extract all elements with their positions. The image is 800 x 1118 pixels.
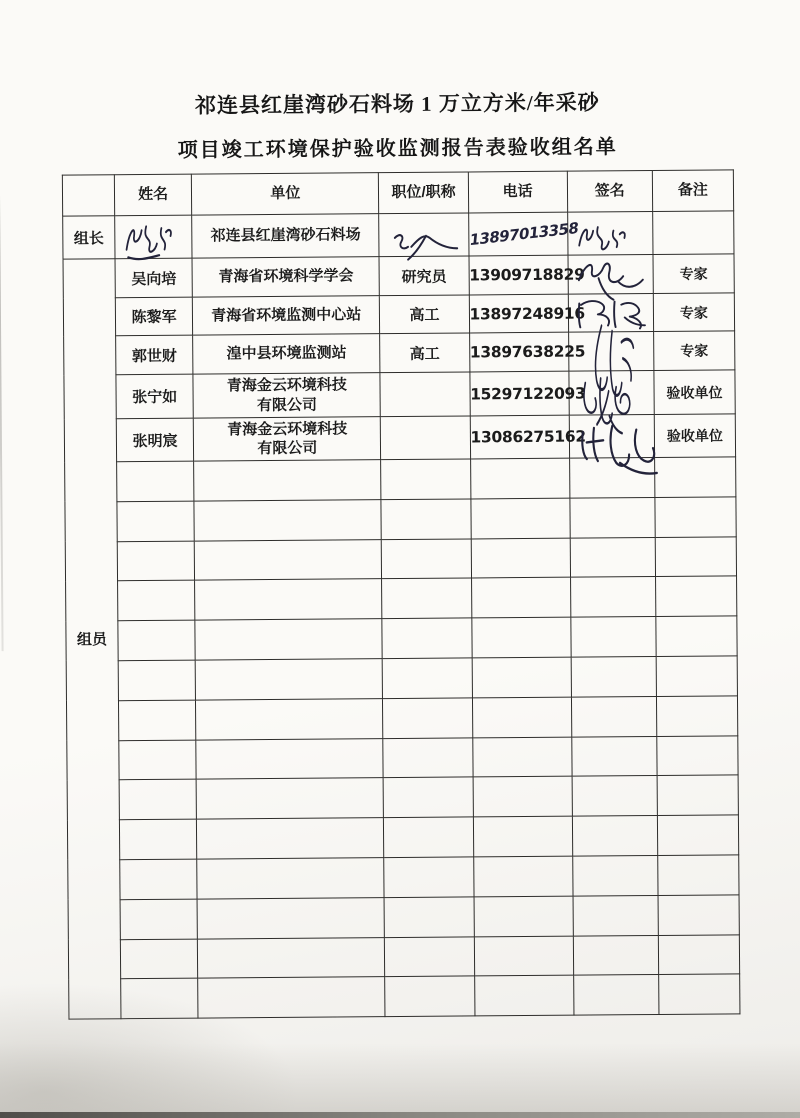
- leader-remark-cell: [652, 211, 734, 255]
- empty-row: [67, 775, 738, 820]
- empty-cell: [473, 777, 572, 818]
- empty-cell: [382, 618, 471, 658]
- empty-cell: [120, 859, 197, 899]
- member-position-cell: [380, 372, 469, 417]
- empty-cell: [381, 499, 470, 539]
- empty-cell: [570, 497, 655, 537]
- roster-body: [63, 211, 740, 1019]
- empty-cell: [383, 738, 472, 778]
- empty-cell: [195, 659, 383, 700]
- leader-position-handwriting: [384, 215, 466, 256]
- member-position-cell: 高工: [380, 295, 469, 334]
- empty-cell: [197, 858, 385, 899]
- empty-cell: [197, 897, 385, 938]
- empty-cell: [196, 698, 384, 739]
- member-name-cell: 张宁如: [116, 374, 193, 419]
- empty-cell: [658, 855, 739, 895]
- document-title-line2: 项目竣工环境保护验收监测报告表验收组名单: [177, 136, 618, 162]
- empty-cell: [198, 937, 386, 978]
- empty-cell: [658, 974, 739, 1014]
- leader-unit-cell: [192, 214, 380, 258]
- member-name-cell: 吴向培: [115, 258, 192, 298]
- empty-cell: [658, 895, 739, 935]
- member-remark-cell: 专家: [653, 254, 734, 294]
- empty-cell: [470, 458, 569, 499]
- unit-line: 青海金云环境科技: [227, 419, 348, 438]
- header-signature: 签名: [567, 171, 652, 213]
- empty-cell: [118, 660, 195, 700]
- empty-cell: [571, 696, 656, 736]
- empty-cell: [382, 578, 471, 618]
- member-phone-cell: 13909718829: [469, 255, 568, 295]
- empty-cell: [118, 620, 195, 660]
- leader-phone-cell: [468, 212, 579, 256]
- empty-cell: [655, 576, 736, 616]
- empty-row: [66, 616, 737, 661]
- empty-cell: [474, 936, 573, 977]
- empty-row: [65, 457, 736, 502]
- empty-cell: [194, 499, 382, 540]
- empty-cell: [194, 539, 382, 580]
- empty-cell: [656, 696, 737, 736]
- empty-cell: [117, 541, 194, 581]
- unit-line: 祁连县红崖湾砂石料场: [210, 226, 361, 245]
- empty-cell: [119, 819, 196, 859]
- empty-cell: [472, 737, 571, 778]
- member-remark-cell: 专家: [653, 293, 734, 332]
- empty-cell: [119, 740, 196, 780]
- member-position-cell: 研究员: [379, 256, 468, 296]
- empty-cell: [197, 818, 385, 859]
- unit-line: 有限公司: [256, 396, 318, 414]
- leader-row: [63, 211, 734, 259]
- empty-cell: [473, 816, 572, 857]
- empty-cell: [658, 934, 739, 974]
- acceptance-group-roster-table: [62, 169, 741, 1019]
- member-phone-cell: 15297122093: [469, 371, 568, 416]
- empty-cell: [119, 779, 196, 819]
- empty-row: [66, 696, 737, 741]
- member-unit-cell: [193, 417, 381, 461]
- empty-cell: [195, 579, 383, 620]
- empty-cell: [385, 936, 474, 976]
- member-signature-cell: [569, 415, 654, 459]
- header-position: 职位/职称: [379, 172, 468, 214]
- signature-scribble: [571, 214, 649, 255]
- empty-cell: [120, 899, 197, 939]
- empty-row: [65, 497, 736, 542]
- empty-cell: [383, 698, 472, 738]
- unit-line: 青海金云环境科技: [226, 376, 347, 395]
- unit-line: 青海省环境科学学会: [218, 267, 354, 286]
- empty-cell: [470, 498, 569, 539]
- empty-row: [67, 815, 738, 860]
- empty-cell: [573, 895, 658, 935]
- leader-signature-cell: [567, 212, 652, 256]
- empty-cell: [472, 657, 571, 698]
- empty-cell: [117, 461, 194, 501]
- empty-cell: [572, 816, 657, 856]
- empty-cell: [654, 457, 735, 497]
- document-title-block: [0, 91, 798, 162]
- member-phone-cell: 13897638225: [469, 332, 568, 372]
- empty-cell: [655, 536, 736, 576]
- member-row: [63, 293, 734, 336]
- empty-cell: [381, 459, 470, 499]
- empty-row: [66, 576, 737, 621]
- leader-phone-handwriting: 13897013358: [468, 218, 579, 250]
- empty-cell: [382, 539, 471, 579]
- member-row: [64, 331, 735, 375]
- member-row: [64, 414, 735, 462]
- member-unit-cell: [193, 334, 381, 374]
- header-role: [62, 175, 114, 216]
- empty-cell: [657, 815, 738, 855]
- empty-row: [66, 656, 737, 701]
- empty-cell: [117, 501, 194, 541]
- empty-cell: [384, 777, 473, 817]
- member-remark-cell: 验收单位: [654, 370, 736, 415]
- member-unit-cell: [192, 296, 380, 335]
- member-row: [64, 370, 735, 419]
- empty-cell: [474, 896, 573, 937]
- empty-cell: [657, 775, 738, 815]
- empty-cell: [572, 776, 657, 816]
- empty-cell: [195, 619, 383, 660]
- empty-cell: [196, 778, 384, 819]
- empty-cell: [571, 617, 656, 657]
- empty-cell: [194, 460, 382, 501]
- empty-row: [65, 536, 736, 581]
- empty-cell: [471, 538, 570, 579]
- roster-header: [62, 170, 733, 216]
- member-name-cell: 张明宸: [116, 418, 193, 462]
- empty-cell: [471, 578, 570, 619]
- leader-role-cell: 组长: [63, 216, 115, 259]
- member-signature-cell: [568, 332, 653, 372]
- empty-cell: [384, 897, 473, 937]
- empty-cell: [571, 656, 656, 696]
- empty-cell: [120, 939, 197, 979]
- empty-cell: [384, 857, 473, 897]
- header-unit: 单位: [192, 173, 380, 215]
- empty-cell: [573, 975, 658, 1015]
- unit-line: 青海省环境监测中心站: [211, 306, 362, 325]
- empty-cell: [383, 658, 472, 698]
- member-row: [63, 254, 734, 298]
- unit-line: 湟中县环境监测站: [226, 344, 347, 363]
- header-phone: 电话: [468, 171, 567, 213]
- empty-cell: [471, 617, 570, 658]
- empty-cell: [196, 738, 384, 779]
- empty-cell: [573, 935, 658, 975]
- empty-cell: [657, 735, 738, 775]
- header-name: 姓名: [114, 174, 191, 216]
- empty-row: [68, 934, 739, 979]
- empty-cell: [571, 736, 656, 776]
- empty-cell: [384, 817, 473, 857]
- empty-cell: [119, 700, 196, 740]
- empty-cell: [572, 855, 657, 895]
- empty-cell: [570, 577, 655, 617]
- empty-cell: [656, 656, 737, 696]
- member-position-cell: 高工: [380, 333, 469, 373]
- empty-cell: [656, 616, 737, 656]
- empty-cell: [473, 856, 572, 897]
- member-position-cell: [381, 416, 470, 460]
- empty-cell: [118, 581, 195, 621]
- empty-cell: [474, 976, 573, 1017]
- member-phone-cell: 13897248916: [469, 294, 568, 333]
- scan-bottom-shade: [0, 1043, 800, 1113]
- document-title-line1: 祁连县红崖湾砂石料场 1 万立方米/年采砂: [194, 90, 600, 118]
- member-remark-cell: 专家: [653, 331, 734, 371]
- member-phone-cell: 13086275162: [470, 415, 569, 459]
- member-signature-cell: [568, 255, 653, 295]
- leader-position-cell: [379, 213, 468, 257]
- empty-cell: [570, 537, 655, 577]
- empty-row: [68, 855, 739, 900]
- member-unit-cell: [192, 257, 380, 297]
- member-remark-cell: 验收单位: [654, 414, 736, 458]
- empty-row: [68, 895, 739, 940]
- leader-name-cell: [115, 215, 192, 259]
- member-name-cell: 陈黎军: [115, 297, 192, 336]
- empty-cell: [655, 497, 736, 537]
- leader-name-handwriting: [117, 213, 193, 264]
- header-row: [62, 170, 733, 216]
- empty-cell: [569, 458, 654, 498]
- header-remark: 备注: [652, 170, 733, 212]
- unit-line: 有限公司: [257, 439, 318, 458]
- empty-cell: [472, 697, 571, 738]
- member-role-cell: 组员: [63, 259, 121, 1020]
- member-name-cell: 郭世财: [116, 335, 193, 375]
- empty-row: [67, 735, 738, 780]
- scan-bottom-edge: [0, 1112, 800, 1118]
- empty-cell: [385, 976, 474, 1016]
- member-signature-cell: [568, 294, 653, 333]
- member-signature-cell: [569, 371, 654, 416]
- member-unit-cell: [193, 373, 381, 418]
